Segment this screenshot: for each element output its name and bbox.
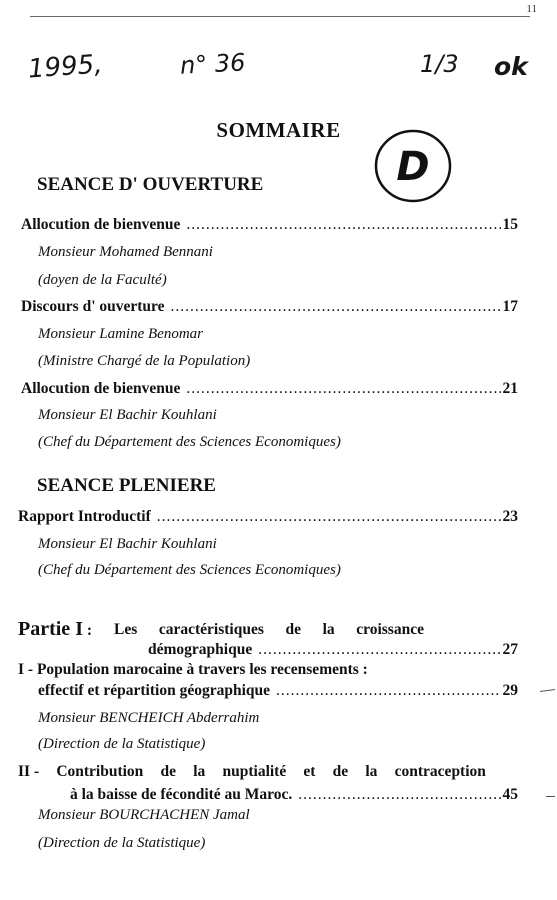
circled-letter-stamp <box>372 125 454 207</box>
toc-entry-label: Allocution de bienvenue <box>21 216 181 233</box>
toc-entry <box>21 380 518 398</box>
toc-entry-page: 15 <box>502 216 518 233</box>
entry-affiliation: (Ministre Chargé de la Population) <box>38 353 251 369</box>
entry-affiliation: (Direction de la Statistique) <box>38 736 206 752</box>
toc-entry-label: Discours d' ouverture <box>21 298 165 315</box>
entry-author: Monsieur Lamine Benomar <box>38 326 203 342</box>
toc-entry: effectif et répartition géographique ..... 29 <box>38 682 518 700</box>
toc-entry-page: 45 <box>502 786 518 803</box>
toc-entry-label: Rapport Introductif <box>18 508 151 525</box>
section-opening: SEANCE D' OUVERTURE <box>37 174 264 195</box>
toc-entry-page: 23 <box>502 508 518 525</box>
toc-entry <box>21 216 518 234</box>
toc-entry-page: 29 <box>502 682 518 699</box>
entry-author: Monsieur El Bachir Kouhlani <box>38 407 217 423</box>
part-heading: Partie I : <box>18 618 93 640</box>
part-title-line1: Les caractéristiques de la croissance <box>114 621 424 638</box>
handwritten-issue: n° 36 <box>179 48 247 80</box>
toc-entry-page: 17 <box>502 298 518 315</box>
toc-entry: à la baisse de fécondité au Maroc. ..... 45 <box>70 786 518 804</box>
margin-mark <box>546 796 555 797</box>
toc-entry <box>18 508 518 526</box>
item-title-line1: II - Contribution de la nuptialité et de la contraception <box>18 763 486 780</box>
stamp-letter: D <box>396 144 430 190</box>
entry-author: Monsieur Mohamed Bennani <box>38 244 213 260</box>
handwritten-ok: ok <box>494 52 528 81</box>
toc-entry-page: 27 <box>502 641 518 658</box>
page-title: SOMMAIRE <box>216 118 341 142</box>
header-rule <box>30 16 530 17</box>
toc-entry-page: 21 <box>502 380 518 397</box>
entry-affiliation: (Direction de la Statistique) <box>38 835 206 851</box>
entry-author: Monsieur BENCHEICH Abderrahim <box>38 710 260 726</box>
entry-affiliation: (Chef du Département des Sciences Economiques) <box>38 434 341 450</box>
entry-affiliation: (doyen de la Faculté) <box>38 272 167 288</box>
page-number: 11 <box>526 3 537 15</box>
item-title-line1: I - Population marocaine à travers les recensements : <box>18 661 368 678</box>
toc-entry-label: Allocution de bienvenue <box>21 380 181 397</box>
toc-entry <box>21 298 518 316</box>
part-title-line2: démographique ..... 27 <box>148 641 518 659</box>
section-plenary: SEANCE PLENIERE <box>37 475 216 496</box>
entry-author: Monsieur BOURCHACHEN Jamal <box>38 807 250 823</box>
handwritten-fraction: 1/3 <box>420 50 459 78</box>
handwritten-year: 1995, <box>27 49 104 85</box>
entry-author: Monsieur El Bachir Kouhlani <box>38 536 217 552</box>
margin-mark <box>540 689 555 692</box>
entry-affiliation: (Chef du Département des Sciences Economiques) <box>38 562 341 578</box>
part-label: Partie I <box>18 618 83 640</box>
